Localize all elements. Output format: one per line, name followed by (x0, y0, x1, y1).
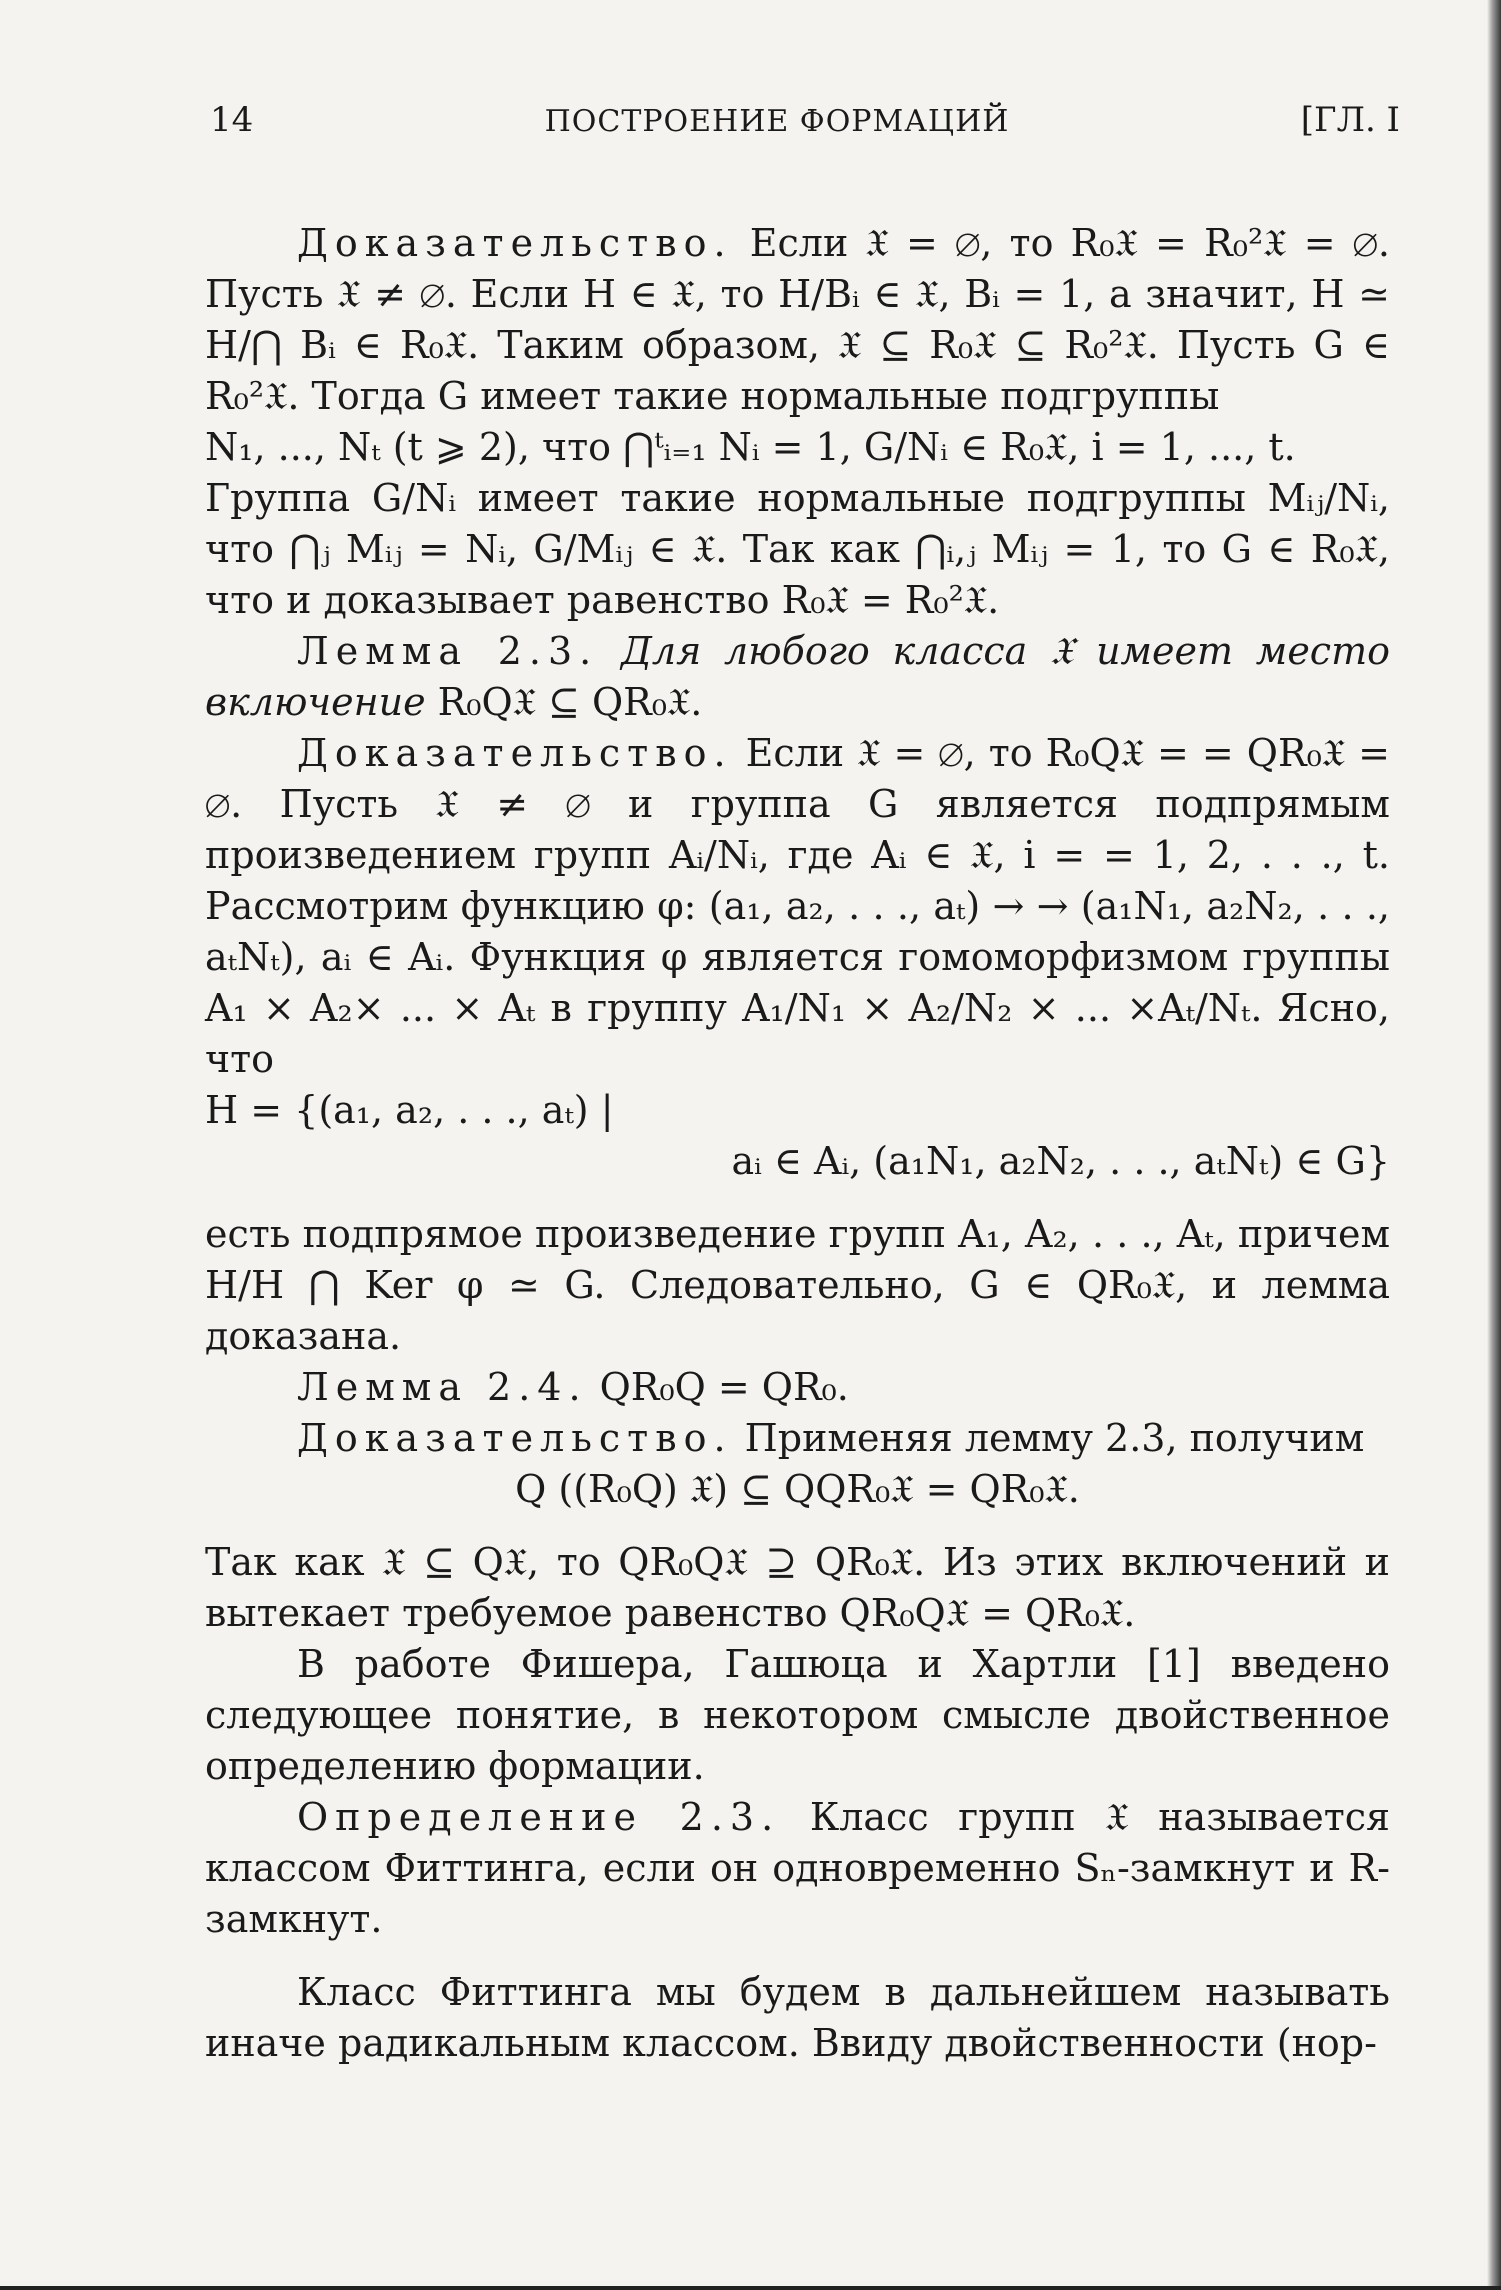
spaced-heading: Доказательство. (297, 221, 733, 265)
paragraph-text: В работе Фишера, Гашюца и Хартли [1] введено следующее понятие, в некотором смысле двойственное определению формации. (205, 1642, 1390, 1788)
lemma-paragraph (205, 1792, 1390, 1945)
running-title: ПОСТРОЕНИЕ ФОРМАЦИЙ (544, 104, 1010, 139)
paragraph-text: R₀Q𝔛 ⊆ QR₀𝔛. (425, 680, 703, 724)
paragraph (205, 1209, 1390, 1362)
paragraph (205, 1639, 1390, 1792)
spaced-heading: Доказательство. (297, 731, 733, 775)
chapter-marker: [ГЛ. I (1300, 100, 1400, 140)
paragraph (205, 218, 1390, 422)
paragraph (205, 1537, 1390, 1639)
display-formula: N₁, ..., Nₜ (t ⩾ 2), что ⋂ᵗᵢ₌₁ Nᵢ = 1, G/Nᵢ ∈ R₀𝔛, i = 1, ..., t. (205, 425, 1296, 469)
lemma-paragraph (205, 626, 1390, 728)
paragraph (205, 1413, 1390, 1464)
paragraph-text: Если 𝔛 = ∅, то R₀𝔛 = R₀²𝔛 = ∅. Пусть 𝔛 ≠ ∅. Если H ∈ 𝔛, то H/Bᵢ ∈ 𝔛, Bᵢ = 1, а значит, H ≃ H/⋂ Bᵢ ∈ R₀𝔛. Таким образом, 𝔛 ⊆ R₀𝔛 ⊆ R₀²𝔛. Пусть G ∈ R₀²𝔛. Тогда G имеет такие нормальные подгруппы (205, 221, 1390, 418)
paragraph-text: Так как 𝔛 ⊆ Q𝔛, то QR₀Q𝔛 ⊇ QR₀𝔛. Из этих включений и вытекает требуемое равенство QR₀Q𝔛 = QR₀𝔛. (205, 1540, 1390, 1635)
spacer (205, 1515, 1390, 1537)
scan-bottom-line (0, 2286, 1501, 2290)
paragraph-text: есть подпрямое произведение групп A₁, A₂, . . ., Aₜ, причем H/H ⋂ Ker φ ≃ G. Следовательно, G ∈ QR₀𝔛, и лемма доказана. (205, 1212, 1390, 1358)
spaced-heading: Доказательство. (297, 1416, 733, 1460)
paragraph-text: Класс Фиттинга мы будем в дальнейшем называть иначе радикальным классом. Ввиду двойственности (нор- (205, 1970, 1390, 2065)
page-number: 14 (210, 100, 254, 140)
paragraph-text: QR₀Q = QR₀. (587, 1365, 849, 1409)
running-header (210, 100, 1400, 140)
paragraph (205, 728, 1390, 1085)
page-body (205, 218, 1390, 2069)
scan-edge (1487, 0, 1501, 2290)
display-formula: H = {(a₁, a₂, . . ., aₜ) | (205, 1088, 614, 1132)
paragraph (205, 473, 1390, 626)
display-formula: aᵢ ∈ Aᵢ, (a₁N₁, a₂N₂, . . ., aₜNₜ) ∈ G} (731, 1139, 1390, 1183)
paragraph-text: Группа G/Nᵢ имеет такие нормальные подгруппы Mᵢⱼ/Nᵢ, что ⋂ⱼ Mᵢⱼ = Nᵢ, G/Mᵢⱼ ∈ 𝔛. Так как ⋂ᵢ,ⱼ Mᵢⱼ = 1, то G ∈ R₀𝔛, что и доказывает равенство R₀𝔛 = R₀²𝔛. (205, 476, 1390, 622)
spacer (205, 1945, 1390, 1967)
spaced-heading: Определение 2.3. (297, 1795, 781, 1839)
spaced-heading: Лемма 2.3. (297, 629, 599, 673)
paragraph-text: Если 𝔛 = ∅, то R₀Q𝔛 = = QR₀𝔛 = ∅. Пусть 𝔛 ≠ ∅ и группа G является подпрямым произведением групп Aᵢ/Nᵢ, где Aᵢ ∈ 𝔛, i = = 1, 2, . . ., t. Рассмотрим функцию φ: (a₁, a₂, . . ., aₜ) → → (a₁N₁, a₂N₂, . . ., aₜNₜ), aᵢ ∈ Aᵢ. Функция φ является гомоморфизмом группы A₁ × A₂× ... × Aₜ в группу A₁/N₁ × A₂/N₂ × ... ×Aₜ/Nₜ. Ясно, что (205, 731, 1390, 1081)
spaced-heading: Лемма 2.4. (297, 1365, 588, 1409)
paragraph-text: Класс групп 𝔛 называется классом Фиттинга, если он одновременно Sₙ-замкнут и R-замкнут. (205, 1795, 1390, 1941)
lemma-paragraph (205, 1362, 1390, 1413)
italic-statement: Для любого класса 𝔛 имеет место включение (205, 629, 1390, 724)
spacer (205, 1187, 1390, 1209)
paragraph-text: Применяя лемму 2.3, получим (732, 1416, 1365, 1460)
display-formula: Q ((R₀Q) 𝔛) ⊆ QQR₀𝔛 = QR₀𝔛. (515, 1467, 1080, 1511)
paragraph (205, 1967, 1390, 2069)
